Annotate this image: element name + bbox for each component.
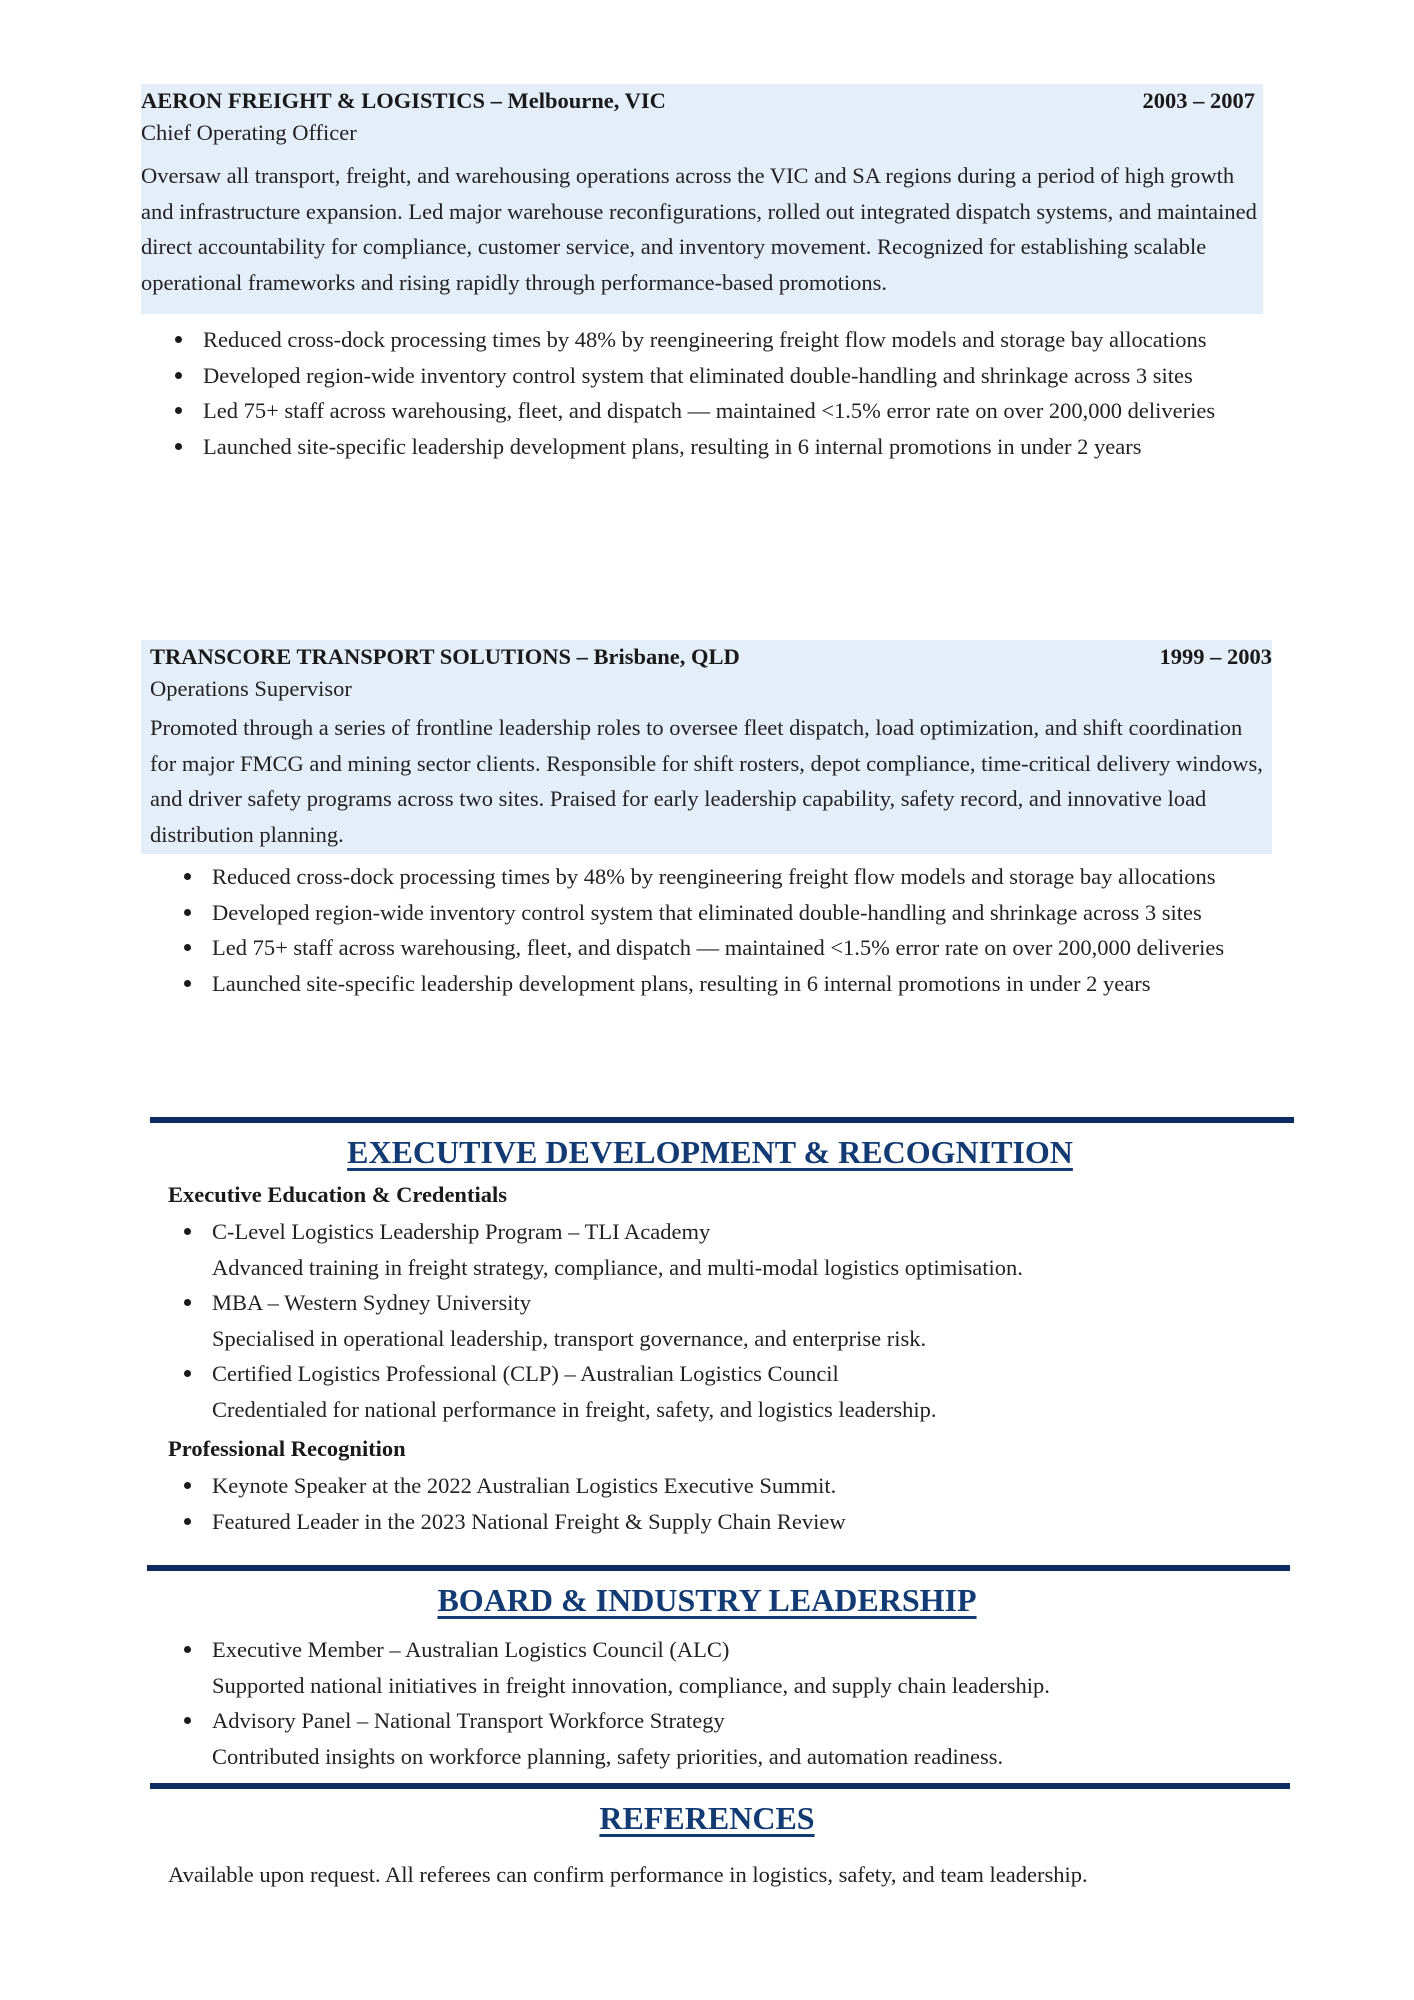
- list-item: [150, 1703, 1290, 1774]
- job-dates: 1999 – 2003: [1159, 644, 1272, 669]
- bullet-icon: [184, 873, 191, 880]
- achievement-list: [141, 859, 1272, 1001]
- list-item: Keynote Speaker at the 2022 Australian Logistics Executive Summit.: [150, 1468, 1290, 1504]
- list-item: Led 75+ staff across warehousing, fleet, and dispatch — maintained <1.5% error rate on over 200,000 deliveries: [150, 930, 1272, 966]
- list-item: [150, 1214, 1290, 1285]
- recognition-list: [150, 1468, 1290, 1539]
- credential-detail: Specialised in operational leadership, transport governance, and enterprise risk.: [212, 1325, 927, 1351]
- job-header: [141, 640, 1272, 854]
- section-divider: [150, 1117, 1294, 1123]
- credential-title: C-Level Logistics Leadership Program – TLI Academy: [212, 1219, 711, 1244]
- credential-title: Certified Logistics Professional (CLP) – Australian Logistics Council: [212, 1361, 839, 1386]
- company-name: AERON FREIGHT & LOGISTICS – Melbourne, VIC: [141, 88, 666, 113]
- job-header: [141, 84, 1263, 314]
- list-item: Developed region-wide inventory control system that eliminated double-handling and shrinkage across 3 sites: [141, 358, 1263, 394]
- bullet-icon: [175, 336, 182, 343]
- board-role-detail: Supported national initiatives in freight innovation, compliance, and supply chain leadership.: [212, 1672, 1050, 1698]
- bullet-icon: [175, 372, 182, 379]
- achievement-list: [141, 322, 1263, 464]
- bullet-icon: [184, 980, 191, 987]
- job-description: Promoted through a series of frontline leadership roles to oversee fleet dispatch, load optimization, and shift coordination for major FMCG and mining sector clients. Responsible for shift rosters, depot compliance, time-critical delivery windows, and driver safety programs across two sites. Praised for early leadership capability, safety record, and innovative load distribution planning.: [150, 715, 1263, 847]
- list-item: Launched site-specific leadership development plans, resulting in 6 internal promotions in under 2 years: [141, 429, 1263, 465]
- bullet-icon: [184, 909, 191, 916]
- bullet-icon: [175, 407, 182, 414]
- bullet-icon: [184, 1299, 191, 1306]
- bullet-icon: [184, 1518, 191, 1525]
- list-item: Reduced cross-dock processing times by 48% by reengineering freight flow models and storage bay allocations: [141, 322, 1263, 358]
- company-name: TRANSCORE TRANSPORT SOLUTIONS – Brisbane, QLD: [150, 644, 740, 669]
- references-text: Available upon request. All referees can confirm performance in logistics, safety, and team leadership.: [168, 1862, 1088, 1887]
- bullet-icon: [184, 1482, 191, 1489]
- job-entry-aeron: [141, 84, 1263, 464]
- bullet-icon: [184, 1370, 191, 1377]
- bullet-icon: [184, 1717, 191, 1724]
- bullet-icon: [184, 944, 191, 951]
- education-list: [150, 1214, 1290, 1427]
- section-divider: [150, 1783, 1290, 1789]
- section-title-references: REFERENCES: [599, 1800, 815, 1836]
- bullet-icon: [184, 1646, 191, 1653]
- board-role-detail: Contributed insights on workforce planning, safety priorities, and automation readiness.: [212, 1743, 1004, 1769]
- credential-detail: Credentialed for national performance in freight, safety, and logistics leadership.: [212, 1396, 937, 1422]
- job-role: Chief Operating Officer: [141, 120, 357, 145]
- list-item: [150, 1632, 1290, 1703]
- list-item: [150, 1356, 1290, 1427]
- job-description: Oversaw all transport, freight, and warehousing operations across the VIC and SA regions during a period of high growth and infrastructure expansion. Led major warehouse reconfigurations, rolled out integrated dispatch systems, and maintained direct accountability for compliance, customer service, and inventory movement. Recognized for establishing scalable operational frameworks and rising rapidly through performance-based promotions.: [141, 163, 1257, 295]
- bullet-icon: [175, 443, 182, 450]
- board-role-title: Executive Member – Australian Logistics Council (ALC): [212, 1637, 730, 1662]
- board-role-title: Advisory Panel – National Transport Workforce Strategy: [212, 1708, 725, 1733]
- job-entry-transcore: [141, 640, 1272, 1001]
- list-item: Led 75+ staff across warehousing, fleet, and dispatch — maintained <1.5% error rate on over 200,000 deliveries: [141, 393, 1263, 429]
- list-item: Launched site-specific leadership development plans, resulting in 6 internal promotions in under 2 years: [150, 966, 1272, 1002]
- credential-title: MBA – Western Sydney University: [212, 1290, 532, 1315]
- section-divider: [147, 1565, 1290, 1571]
- list-item: Reduced cross-dock processing times by 48% by reengineering freight flow models and storage bay allocations: [150, 859, 1272, 895]
- credential-detail: Advanced training in freight strategy, compliance, and multi-modal logistics optimisation.: [212, 1254, 1023, 1280]
- job-dates: 2003 – 2007: [1142, 88, 1255, 113]
- section-title-executive-development: EXECUTIVE DEVELOPMENT & RECOGNITION: [347, 1134, 1073, 1170]
- job-role: Operations Supervisor: [150, 676, 352, 701]
- recognition-heading: Professional Recognition: [168, 1436, 406, 1461]
- list-item: [150, 1285, 1290, 1356]
- list-item: Developed region-wide inventory control system that eliminated double-handling and shrinkage across 3 sites: [150, 895, 1272, 931]
- bullet-icon: [184, 1228, 191, 1235]
- list-item: Featured Leader in the 2023 National Freight & Supply Chain Review: [150, 1504, 1290, 1540]
- board-list: [150, 1632, 1290, 1774]
- education-heading: Executive Education & Credentials: [168, 1182, 507, 1207]
- section-title-board: BOARD & INDUSTRY LEADERSHIP: [437, 1582, 977, 1618]
